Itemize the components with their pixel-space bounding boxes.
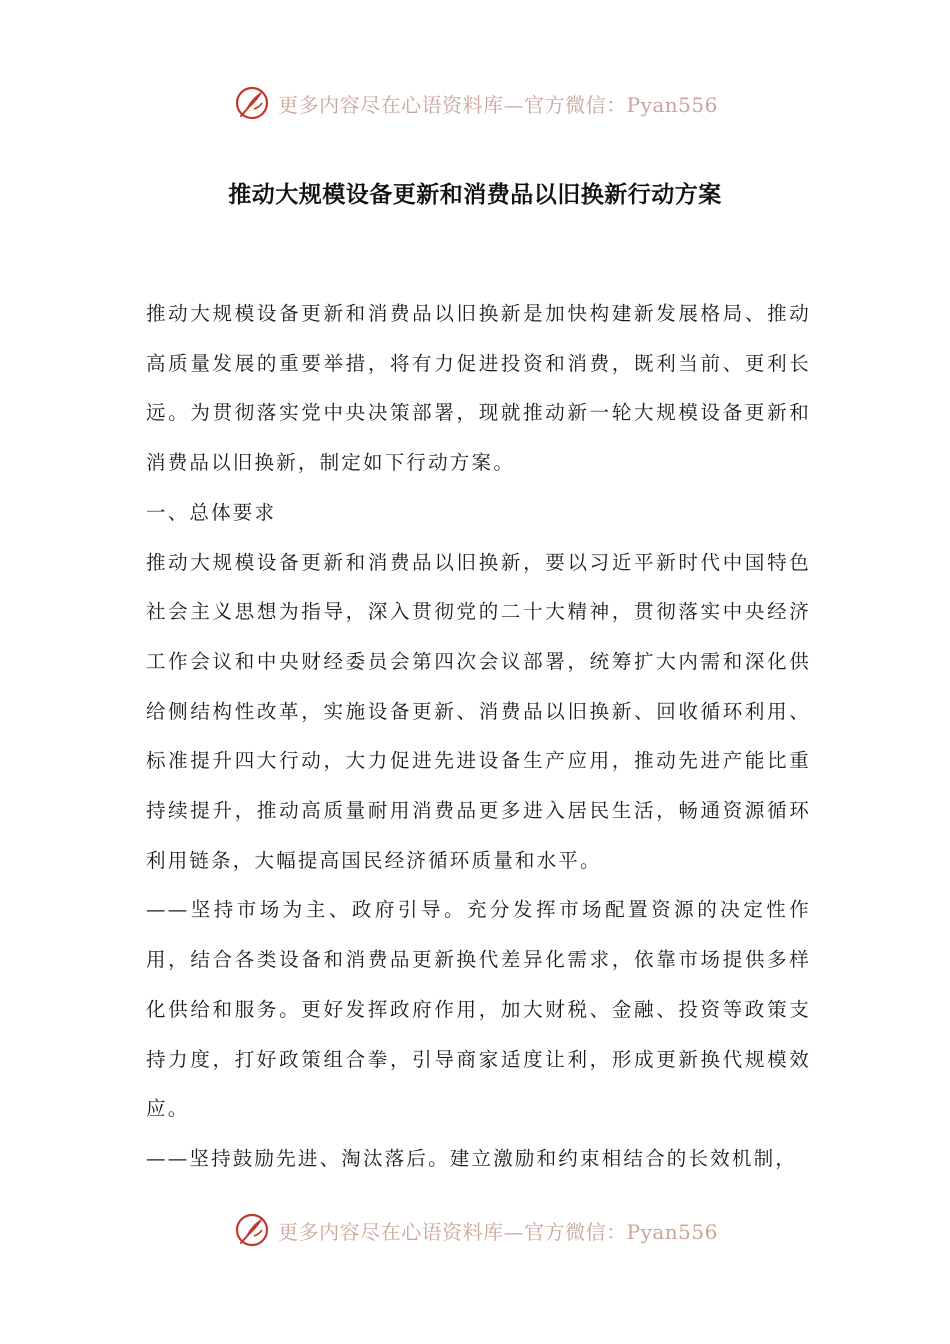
section-heading: 一、总体要求	[146, 500, 277, 524]
principle-advanced-paragraph: ——坚持鼓励先进、淘汰落后。建立激励和约束相结合的长效机制，	[146, 1146, 798, 1170]
principle-market-paragraph: ——坚持市场为主、政府引导。充分发挥市场配置资源的决定性作用，结合各类设备和消费品更新换代差异化需求，依靠市场提供多样化供给和服务。更好发挥政府作用，加大财税、金融、投资等政策支持力度，打好政策组合拳，引导商家适度让利，形成更新换代规模效应。	[146, 898, 811, 1121]
document-title: 推动大规模设备更新和消费品以旧换新行动方案	[228, 182, 722, 208]
quill-logo-icon	[232, 83, 272, 123]
header-promo-text: 更多内容尽在心语资料库—官方微信：Pyan556	[278, 92, 718, 117]
requirements-paragraph: 推动大规模设备更新和消费品以旧换新，要以习近平新时代中国特色社会主义思想为指导，深入贯彻党的二十大精神，贯彻落实中央经济工作会议和中央财经委员会第四次会议部署，统筹扩大内需和深化供给侧结构性改革，实施设备更新、消费品以旧换新、回收循环利用、标准提升四大行动，大力促进先进设备生产应用，推动先进产能比重持续提升，推动高质量耐用消费品更多进入居民生活，畅通资源循环利用链条，大幅提高国民经济循环质量和水平。	[146, 550, 811, 872]
footer-promo-text: 更多内容尽在心语资料库—官方微信：Pyan556	[278, 1219, 718, 1244]
document-body	[146, 289, 811, 1184]
intro-paragraph: 推动大规模设备更新和消费品以旧换新是加快构建新发展格局、推动高质量发展的重要举措，将有力促进投资和消费，既利当前、更利长远。为贯彻落实党中央决策部署，现就推动新一轮大规模设备更新和消费品以旧换新，制定如下行动方案。	[146, 302, 811, 475]
header-watermark-banner	[0, 81, 950, 125]
quill-logo-icon	[232, 1210, 272, 1250]
footer-watermark-banner	[0, 1208, 950, 1252]
